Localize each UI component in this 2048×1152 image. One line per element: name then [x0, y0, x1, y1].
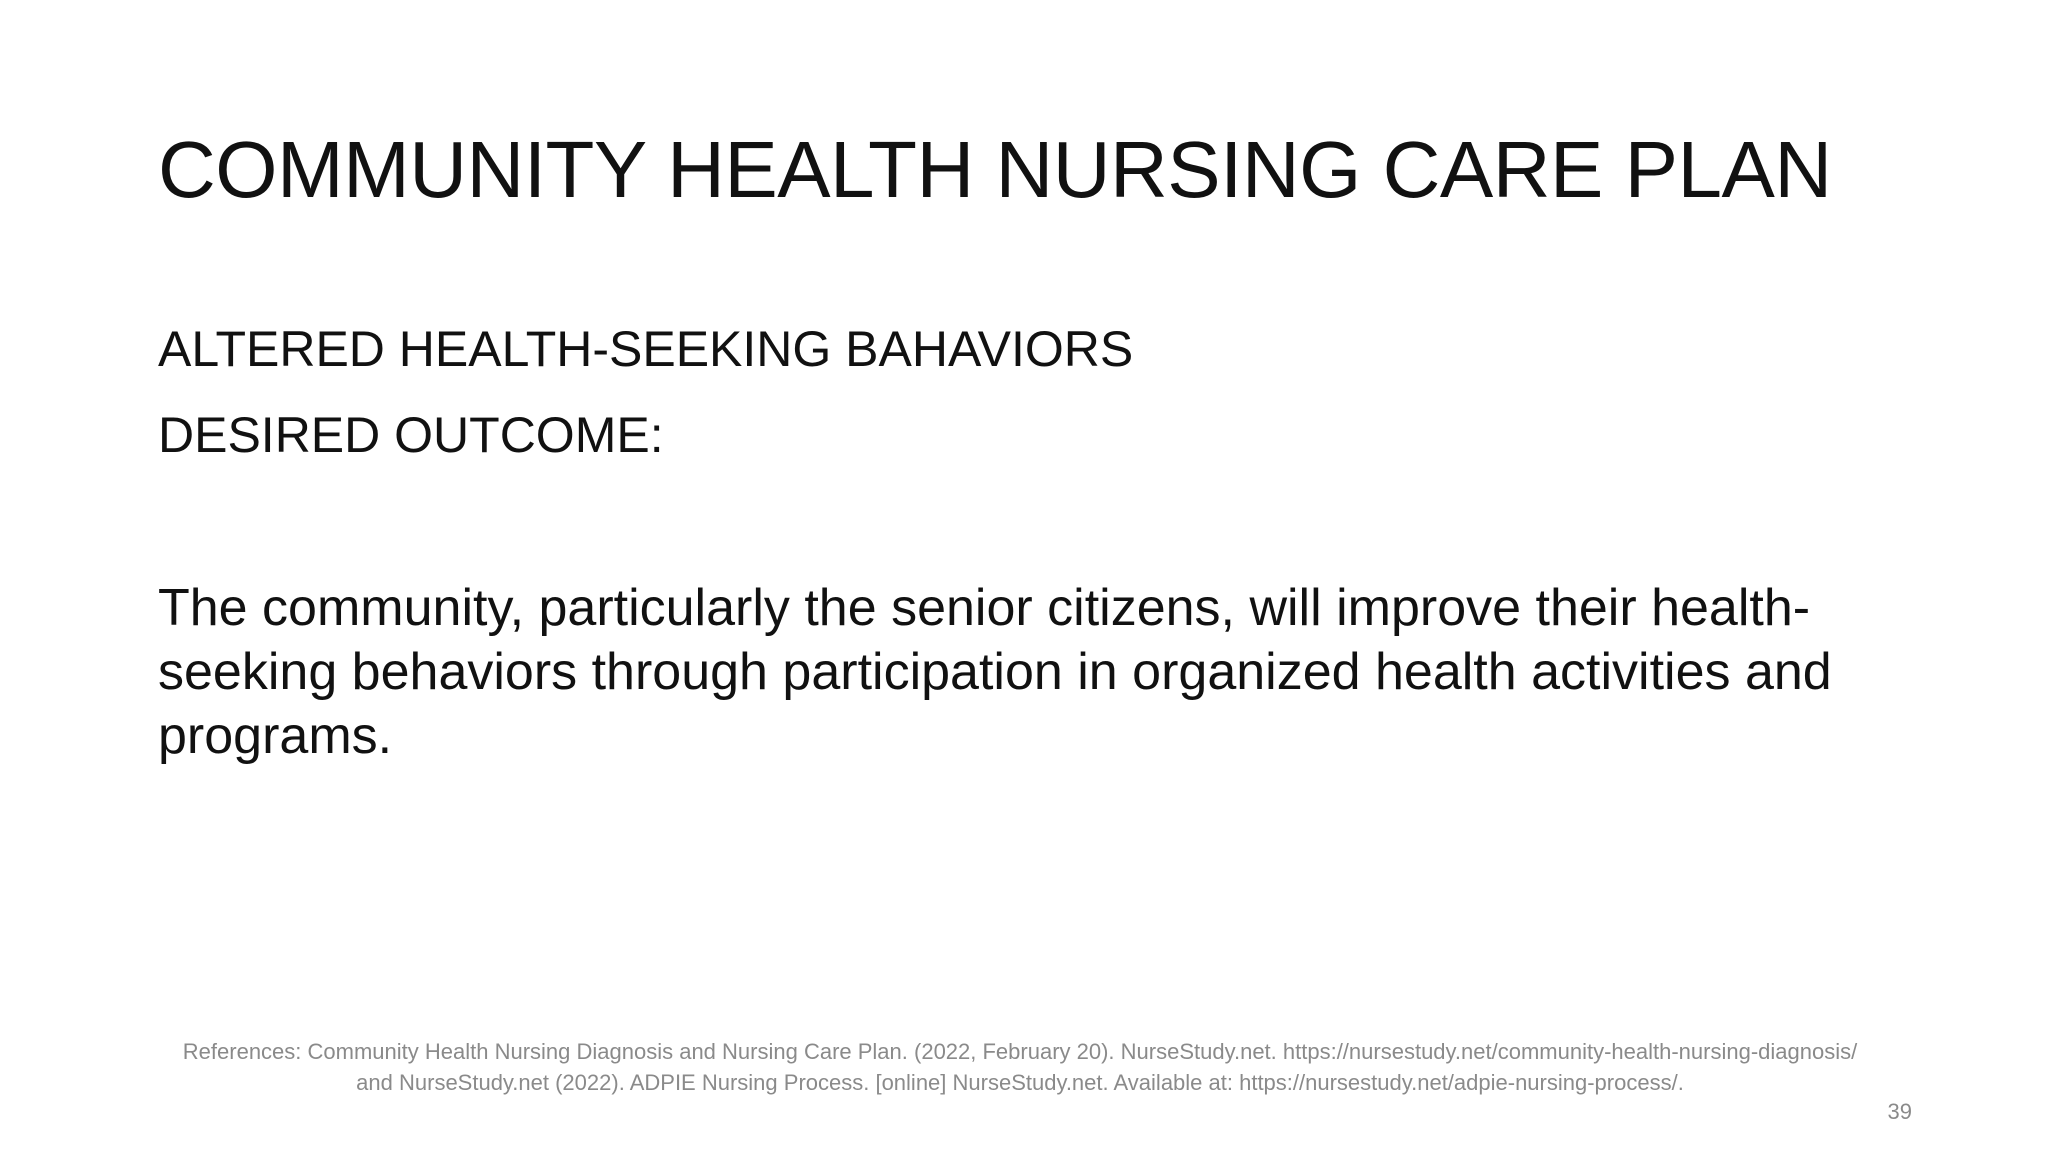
- references-footnote: References: Community Health Nursing Diagnosis and Nursing Care Plan. (2022, February 20). NurseStudy.net. https://nursestudy.net/community-health-nursing-diagnosis/ and NurseStudy.net (2022). ADPIE Nursing Process. [online] NurseStudy.net. Available at: https://nursestudy.net/adpie-nursing-process/.: [182, 1039, 1858, 1095]
- desired-outcome-label: DESIRED OUTCOME:: [158, 407, 664, 463]
- slide-title: COMMUNITY HEALTH NURSING CARE PLAN: [158, 125, 1832, 214]
- nursing-diagnosis: ALTERED HEALTH-SEEKING BAHAVIORS: [158, 321, 1134, 377]
- slide-page-number: 39: [1887, 1099, 1912, 1124]
- desired-outcome-text: The community, particularly the senior citizens, will improve their health-seeking behaviors through participation in organized health activities and programs.: [158, 579, 1832, 765]
